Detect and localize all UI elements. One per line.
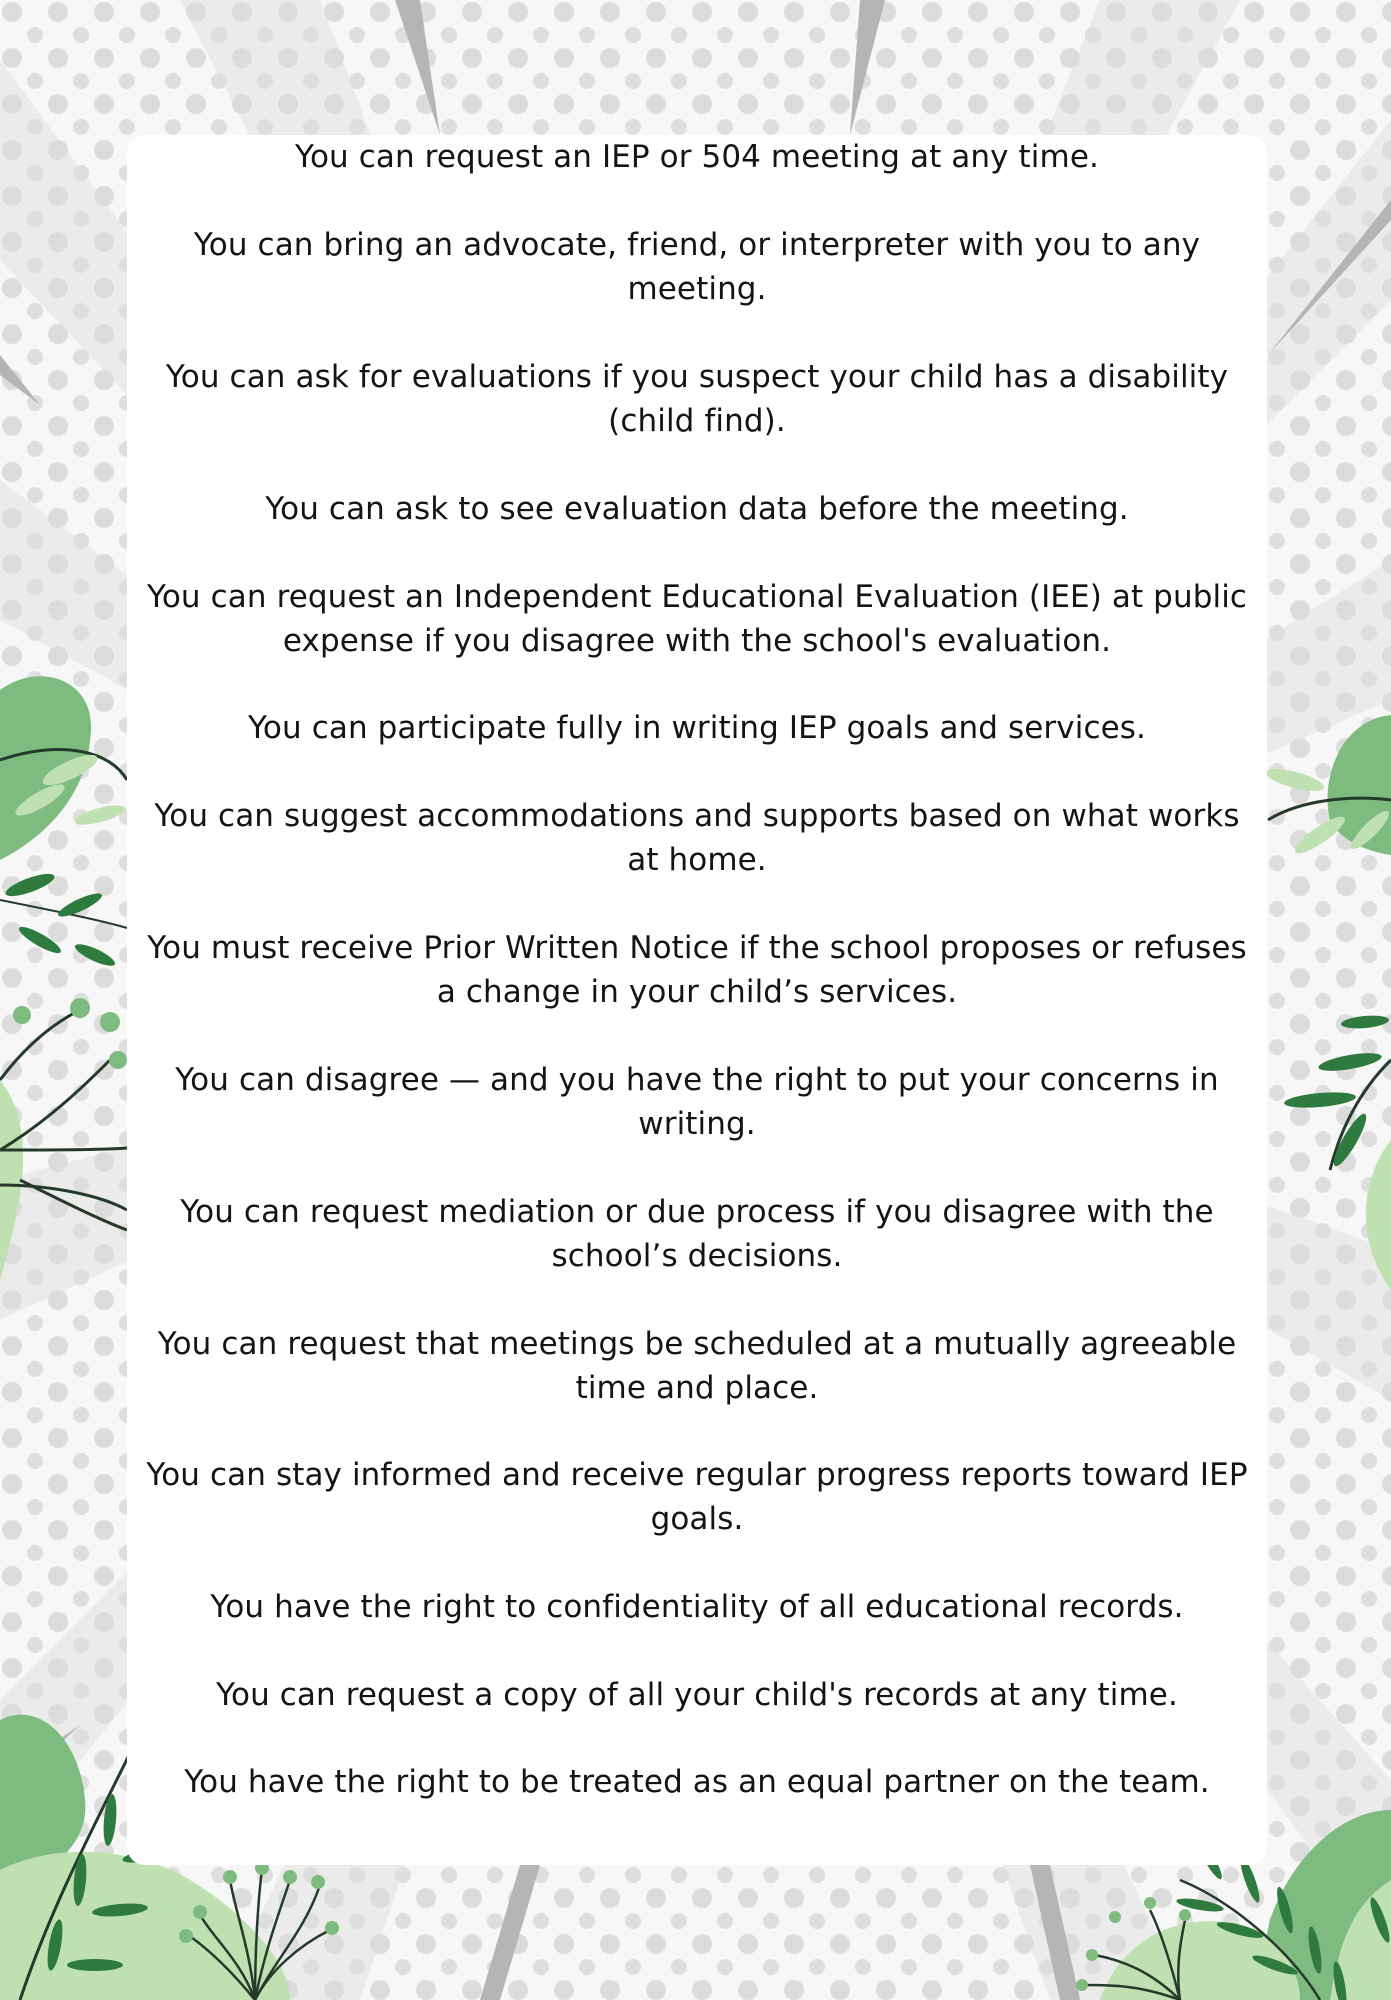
right-item: You can stay informed and receive regular progress reports toward IEP goals.: [146, 1457, 1248, 1537]
right-item: You can ask for evaluations if you suspect your child has a disability (child find).: [165, 359, 1229, 439]
right-item: You must receive Prior Written Notice if the school proposes or refuses a change in your child’s services.: [147, 930, 1247, 1010]
right-item: You have the right to be treated as an equal partner on the team.: [184, 1764, 1210, 1800]
right-item: You can request a copy of all your child's records at any time.: [216, 1677, 1178, 1713]
right-item: You can request an Independent Educational Evaluation (IEE) at public expense if you disagree with the school's evaluation.: [146, 579, 1248, 659]
right-item: You can suggest accommodations and supports based on what works at home.: [154, 798, 1240, 878]
right-item: You can request mediation or due process if you disagree with the school’s decisions.: [180, 1194, 1214, 1274]
right-item: You can ask to see evaluation data before the meeting.: [265, 491, 1129, 527]
right-item: You can participate fully in writing IEP goals and services.: [248, 710, 1146, 746]
right-item: You have the right to confidentiality of all educational records.: [210, 1589, 1184, 1625]
right-item: You can disagree — and you have the right to put your concerns in writing.: [175, 1062, 1219, 1142]
right-item: You can bring an advocate, friend, or interpreter with you to any meeting.: [193, 227, 1201, 307]
right-item: You can request that meetings be scheduled at a mutually agreeable time and place.: [157, 1326, 1237, 1406]
right-item: You can request an IEP or 504 meeting at any time.: [295, 139, 1099, 175]
